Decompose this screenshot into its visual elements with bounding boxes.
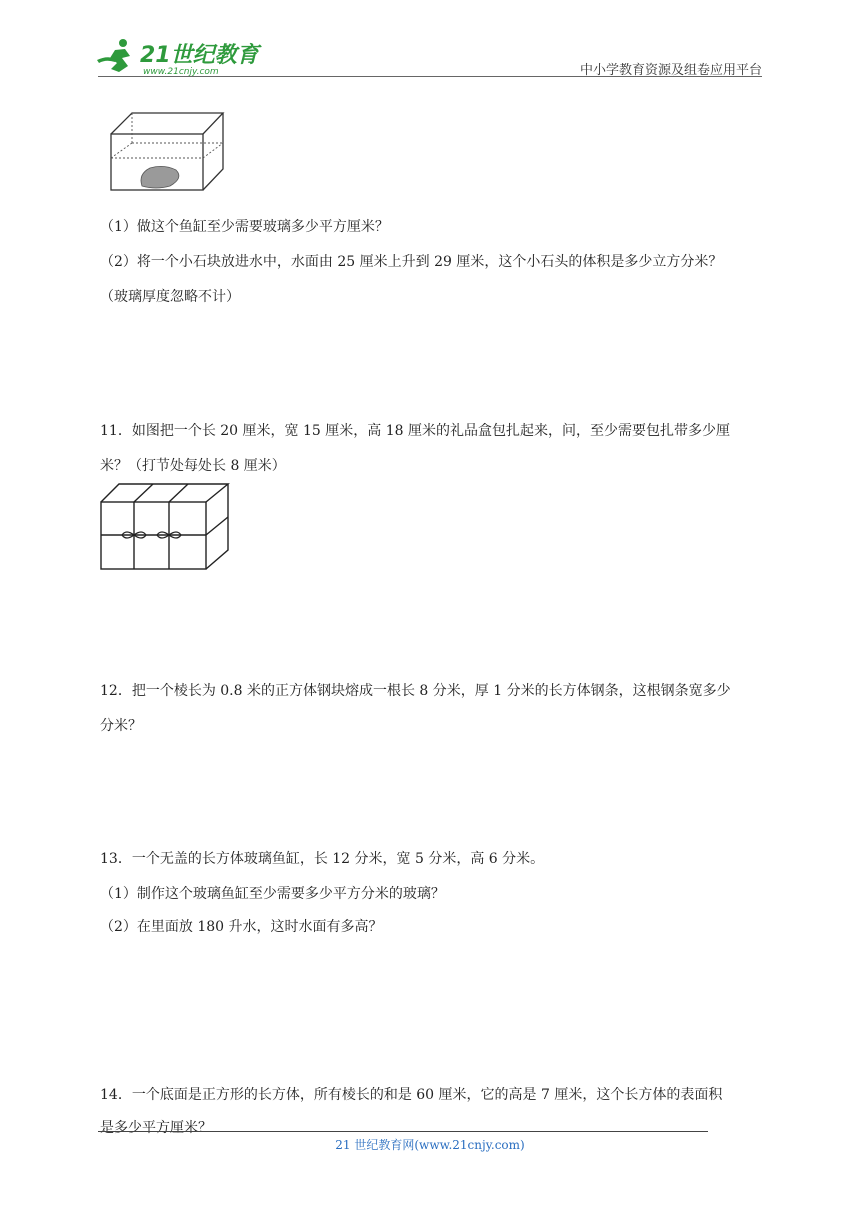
site-logo <box>95 36 265 78</box>
fish-tank-figure <box>108 108 226 194</box>
footer-divider <box>98 1131 708 1132</box>
footer-text: 21 世纪教育网(www.21cnjy.com) <box>335 1138 525 1152</box>
q13-line1: 13．一个无盖的长方体玻璃鱼缸，长 12 分米，宽 5 分米，高 6 分米。 <box>100 851 545 867</box>
q14-line2: 是多少平方厘米？ <box>100 1120 212 1136</box>
q10-note: （玻璃厚度忽略不计） <box>100 289 240 305</box>
q14-line1: 14．一个底面是正方形的长方体，所有棱长的和是 60 厘米，它的高是 7 厘米，这个长方体的表面积 <box>100 1087 723 1103</box>
logo-title: 21世纪教育 <box>140 43 259 68</box>
q10-sub1: （1）做这个鱼缸至少需要玻璃多少平方厘米？ <box>100 219 389 235</box>
header-divider <box>98 76 762 77</box>
runner-icon <box>97 39 130 72</box>
q10-sub2: （2）将一个小石块放进水中，水面由 25 厘米上升到 29 厘米，这个小石头的体积是多少立方分米？ <box>100 254 723 270</box>
header-platform-text: 中小学教育资源及组卷应用平台 <box>579 63 762 78</box>
q12-line1: 12．把一个棱长为 0.8 米的正方体钢块熔成一根长 8 分米，厚 1 分米的长方体钢条，这根钢条宽多少 <box>100 683 731 699</box>
q13-sub1: （1）制作这个玻璃鱼缸至少需要多少平方分米的玻璃？ <box>100 886 445 902</box>
gift-box-figure <box>98 482 233 572</box>
q11-line1: 11．如图把一个长 20 厘米，宽 15 厘米，高 18 厘米的礼品盒包扎起来，问，至少需要包扎带多少厘 <box>100 423 730 439</box>
stone-shape <box>141 166 179 188</box>
q13-sub2: （2）在里面放 180 升水，这时水面有多高？ <box>100 919 383 935</box>
q12-line2: 分米？ <box>100 718 142 734</box>
q11-line2: 米？（打节处每处长 8 厘米） <box>100 458 286 474</box>
logo-url: www.21cnjy.com <box>143 67 219 77</box>
